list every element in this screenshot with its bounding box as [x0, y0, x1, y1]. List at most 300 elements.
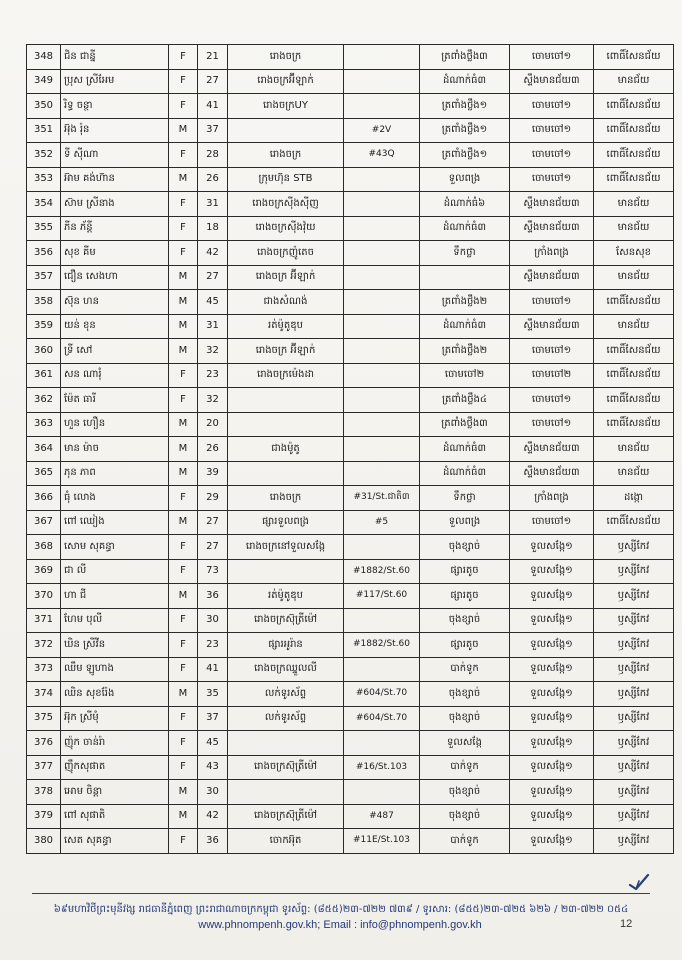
- house-address-cell: [344, 363, 420, 388]
- row-number-cell: 374: [27, 682, 61, 707]
- person-name-cell: ញ៉ុក ចាន់រ៉ា: [61, 731, 169, 756]
- table-row: [27, 829, 674, 854]
- age-cell: 29: [198, 486, 228, 511]
- table-row: [27, 69, 674, 94]
- person-name-cell: ហា ជី: [61, 584, 169, 609]
- commune-cell: ចោមចៅ១: [510, 45, 594, 70]
- workplace-cell: [228, 731, 344, 756]
- workplace-cell: ផ្សារទួលពង្រ: [228, 510, 344, 535]
- sex-cell: M: [169, 682, 198, 707]
- district-cell: មានជ័យ: [594, 216, 674, 241]
- village-cell: [420, 265, 510, 290]
- records-body: [27, 45, 674, 854]
- age-cell: 23: [198, 633, 228, 658]
- village-cell: ត្រពាំងថ្លឹង២: [420, 339, 510, 364]
- person-name-cell: ពៅ សុផាតិ: [61, 804, 169, 829]
- table-row: [27, 363, 674, 388]
- commune-cell: ទួលសង្កែ១: [510, 780, 594, 805]
- sex-cell: M: [169, 265, 198, 290]
- age-cell: 36: [198, 584, 228, 609]
- district-cell: មានជ័យ: [594, 437, 674, 462]
- table-row: [27, 94, 674, 119]
- village-cell: ត្រពាំងថ្លឹង២: [420, 290, 510, 315]
- sex-cell: F: [169, 535, 198, 560]
- village-cell: ចុងខ្សាច់: [420, 706, 510, 731]
- commune-cell: ទួលសង្កែ១: [510, 559, 594, 584]
- row-number-cell: 366: [27, 486, 61, 511]
- sex-cell: M: [169, 290, 198, 315]
- house-address-cell: [344, 535, 420, 560]
- district-cell: ឫស្សីកែវ: [594, 657, 674, 682]
- person-name-cell: ទ្រី សៅ: [61, 339, 169, 364]
- row-number-cell: 361: [27, 363, 61, 388]
- commune-cell: ចោមចៅ១: [510, 118, 594, 143]
- age-cell: 26: [198, 437, 228, 462]
- table-row: [27, 804, 674, 829]
- table-row: [27, 633, 674, 658]
- village-cell: ត្រពាំងថ្លឹង៣: [420, 412, 510, 437]
- commune-cell: ចោមចៅ១: [510, 412, 594, 437]
- commune-cell: ស្ទឹងមានជ័យ៣: [510, 314, 594, 339]
- age-cell: 28: [198, 143, 228, 168]
- sex-cell: M: [169, 412, 198, 437]
- workplace-cell: [228, 461, 344, 486]
- person-name-cell: ម៉ែត ធារី: [61, 388, 169, 413]
- sex-cell: F: [169, 633, 198, 658]
- workplace-cell: ក្រុមហ៊ុន STB: [228, 167, 344, 192]
- sex-cell: F: [169, 94, 198, 119]
- commune-cell: ក្រាំងពង្រ: [510, 241, 594, 266]
- table-row: [27, 45, 674, 70]
- house-address-cell: [344, 388, 420, 413]
- house-address-cell: [344, 339, 420, 364]
- district-cell: ពោធិ៍សែនជ័យ: [594, 167, 674, 192]
- row-number-cell: 351: [27, 118, 61, 143]
- sex-cell: M: [169, 437, 198, 462]
- sex-cell: F: [169, 731, 198, 756]
- table-row: [27, 584, 674, 609]
- age-cell: 30: [198, 608, 228, 633]
- commune-cell: ចោមចៅ២: [510, 363, 594, 388]
- table-row: [27, 388, 674, 413]
- workplace-cell: រត់ម៉ូតូឌុប: [228, 314, 344, 339]
- table-row: [27, 314, 674, 339]
- person-name-cell: ហែម បុលី: [61, 608, 169, 633]
- row-number-cell: 373: [27, 657, 61, 682]
- house-address-cell: #117/St.60: [344, 584, 420, 609]
- workplace-cell: [228, 388, 344, 413]
- house-address-cell: [344, 45, 420, 70]
- age-cell: 37: [198, 706, 228, 731]
- workplace-cell: រត់ម៉ូតូឌុប: [228, 584, 344, 609]
- village-cell: ទួលសង្កែ: [420, 731, 510, 756]
- district-cell: ឫស្សីកែវ: [594, 682, 674, 707]
- district-cell: ឫស្សីកែវ: [594, 731, 674, 756]
- person-name-cell: សុខ គីម: [61, 241, 169, 266]
- age-cell: 20: [198, 412, 228, 437]
- row-number-cell: 363: [27, 412, 61, 437]
- commune-cell: ទួលសង្កែ១: [510, 535, 594, 560]
- row-number-cell: 352: [27, 143, 61, 168]
- workplace-cell: លក់ទូរស័ព្ទ: [228, 706, 344, 731]
- person-name-cell: សន ណារុំ: [61, 363, 169, 388]
- workplace-cell: ជាងម៉ូតូ: [228, 437, 344, 462]
- village-cell: ផ្សារតូច: [420, 559, 510, 584]
- person-name-cell: ជា លី: [61, 559, 169, 584]
- district-cell: ឫស្សីកែវ: [594, 535, 674, 560]
- village-cell: ត្រពាំងថ្លឹង៣: [420, 45, 510, 70]
- sex-cell: F: [169, 143, 198, 168]
- house-address-cell: [344, 461, 420, 486]
- sex-cell: F: [169, 69, 198, 94]
- sex-cell: F: [169, 755, 198, 780]
- district-cell: ឫស្សីកែវ: [594, 584, 674, 609]
- table-row: [27, 290, 674, 315]
- person-name-cell: ឃិន ស្រីវីន: [61, 633, 169, 658]
- age-cell: 23: [198, 363, 228, 388]
- house-address-cell: [344, 780, 420, 805]
- commune-cell: ក្រាំងពង្រ: [510, 486, 594, 511]
- village-cell: ចុងខ្សាច់: [420, 608, 510, 633]
- person-name-cell: អោម ចិន្តា: [61, 780, 169, 805]
- row-number-cell: 376: [27, 731, 61, 756]
- row-number-cell: 380: [27, 829, 61, 854]
- workplace-cell: រោងចក្រស៊ុត្រីម៉ៅ: [228, 755, 344, 780]
- district-cell: ពោធិ៍សែនជ័យ: [594, 510, 674, 535]
- commune-cell: ទួលសង្កែ១: [510, 682, 594, 707]
- village-cell: ដំណាក់ធំ៣: [420, 461, 510, 486]
- table-row: [27, 608, 674, 633]
- house-address-cell: [344, 69, 420, 94]
- house-address-cell: #11E/St.103: [344, 829, 420, 854]
- workplace-cell: ផ្សារអូរ៉ាន: [228, 633, 344, 658]
- sex-cell: F: [169, 608, 198, 633]
- age-cell: 31: [198, 314, 228, 339]
- house-address-cell: [344, 192, 420, 217]
- district-cell: ពោធិ៍សែនជ័យ: [594, 339, 674, 364]
- age-cell: 27: [198, 510, 228, 535]
- village-cell: ដំណាក់ធំ៣: [420, 314, 510, 339]
- village-cell: ត្រពាំងថ្លឹង១: [420, 143, 510, 168]
- house-address-cell: [344, 608, 420, 633]
- district-cell: ពោធិ៍សែនជ័យ: [594, 388, 674, 413]
- table-row: [27, 657, 674, 682]
- district-cell: ពោធិ៍សែនជ័យ: [594, 363, 674, 388]
- person-name-cell: រិទ្ធ ចន្ថា: [61, 94, 169, 119]
- village-cell: ត្រពាំងថ្លឹង៤: [420, 388, 510, 413]
- row-number-cell: 365: [27, 461, 61, 486]
- sex-cell: F: [169, 706, 198, 731]
- table-row: [27, 559, 674, 584]
- person-name-cell: ឈឹម ឡូហាង: [61, 657, 169, 682]
- village-cell: ចុងខ្សាច់: [420, 535, 510, 560]
- workplace-cell: រោងចក្រស៊ុត្រីម៉ៅ: [228, 608, 344, 633]
- commune-cell: ស្ទឹងមានជ័យ៣: [510, 216, 594, 241]
- sex-cell: F: [169, 388, 198, 413]
- district-cell: សែនសុខ: [594, 241, 674, 266]
- commune-cell: ទួលសង្កែ១: [510, 706, 594, 731]
- age-cell: 30: [198, 780, 228, 805]
- district-cell: ឫស្សីកែវ: [594, 829, 674, 854]
- commune-cell: ចោមចៅ១: [510, 388, 594, 413]
- row-number-cell: 359: [27, 314, 61, 339]
- commune-cell: ទួលសង្កែ១: [510, 608, 594, 633]
- row-number-cell: 375: [27, 706, 61, 731]
- village-cell: ផ្សារតូច: [420, 633, 510, 658]
- person-name-cell: ភុន ភាព: [61, 461, 169, 486]
- workplace-cell: រោងចក្រញ៉ូតេច: [228, 241, 344, 266]
- village-cell: បាក់ទូក: [420, 657, 510, 682]
- commune-cell: ទួលសង្កែ១: [510, 584, 594, 609]
- village-cell: ទួលពង្រ: [420, 510, 510, 535]
- village-cell: ដំណាក់ធំ៣: [420, 216, 510, 241]
- house-address-cell: #43Q: [344, 143, 420, 168]
- table-row: [27, 682, 674, 707]
- sex-cell: F: [169, 486, 198, 511]
- age-cell: 26: [198, 167, 228, 192]
- district-cell: ឫស្សីកែវ: [594, 706, 674, 731]
- age-cell: 21: [198, 45, 228, 70]
- footer-divider: [32, 893, 650, 894]
- house-address-cell: #1882/St.60: [344, 559, 420, 584]
- district-cell: ពោធិ៍សែនជ័យ: [594, 412, 674, 437]
- table-row: [27, 412, 674, 437]
- sex-cell: M: [169, 339, 198, 364]
- row-number-cell: 357: [27, 265, 61, 290]
- row-number-cell: 358: [27, 290, 61, 315]
- village-cell: ផ្សារតូច: [420, 584, 510, 609]
- commune-cell: ទួលសង្កែ១: [510, 633, 594, 658]
- district-cell: ពោធិ៍សែនជ័យ: [594, 94, 674, 119]
- age-cell: 32: [198, 339, 228, 364]
- table-row: [27, 216, 674, 241]
- age-cell: 36: [198, 829, 228, 854]
- sex-cell: M: [169, 167, 198, 192]
- commune-cell: ទួលសង្កែ១: [510, 804, 594, 829]
- age-cell: 18: [198, 216, 228, 241]
- commune-cell: ចោមចៅ១: [510, 167, 594, 192]
- house-address-cell: [344, 265, 420, 290]
- table-row: [27, 192, 674, 217]
- records-table: [26, 44, 674, 854]
- district-cell: ពោធិ៍សែនជ័យ: [594, 290, 674, 315]
- person-name-cell: អ៊ាម គង់ហ៊ាន: [61, 167, 169, 192]
- district-cell: មានជ័យ: [594, 69, 674, 94]
- commune-cell: ទួលសង្កែ១: [510, 731, 594, 756]
- footer-address: ៦៩មហាវិថីព្រះមុនីវង្ស រាជធានីភ្នំពេញ ព្រះរាជាណាចក្រកម្ពុជា ទូរស័ព្ទ: (៨៥៥)២៣-៧២២ ៧៣៩ / ទូរសារ: (៨៥៥)២៣-៧២៥ ៦២៦ / ២៣-៧២២ ០៥៤: [53, 904, 629, 915]
- table-row: [27, 731, 674, 756]
- workplace-cell: [228, 412, 344, 437]
- age-cell: 27: [198, 69, 228, 94]
- house-address-cell: #487: [344, 804, 420, 829]
- workplace-cell: រោងចក្រស៊ីងស៊ីញ: [228, 192, 344, 217]
- table-row: [27, 706, 674, 731]
- house-address-cell: #1882/St.60: [344, 633, 420, 658]
- sex-cell: F: [169, 829, 198, 854]
- person-name-cell: ញ៉ឹកសុផាត: [61, 755, 169, 780]
- village-cell: ទឹកថ្លា: [420, 241, 510, 266]
- district-cell: ពោធិ៍សែនជ័យ: [594, 143, 674, 168]
- sex-cell: M: [169, 584, 198, 609]
- person-name-cell: អ៊ុក ស្រីមុំ: [61, 706, 169, 731]
- age-cell: 43: [198, 755, 228, 780]
- commune-cell: ស្ទឹងមានជ័យ៣: [510, 461, 594, 486]
- row-number-cell: 360: [27, 339, 61, 364]
- workplace-cell: រោងចក្រស៊ុត្រីម៉ៅ: [228, 804, 344, 829]
- row-number-cell: 350: [27, 94, 61, 119]
- row-number-cell: 378: [27, 780, 61, 805]
- workplace-cell: រោងចក្រ: [228, 486, 344, 511]
- age-cell: 35: [198, 682, 228, 707]
- house-address-cell: #16/St.103: [344, 755, 420, 780]
- row-number-cell: 367: [27, 510, 61, 535]
- age-cell: 73: [198, 559, 228, 584]
- person-name-cell: ពៅ ឈៀង: [61, 510, 169, 535]
- district-cell: ដង្កោ: [594, 486, 674, 511]
- house-address-cell: #2V: [344, 118, 420, 143]
- district-cell: មានជ័យ: [594, 192, 674, 217]
- district-cell: ពោធិ៍សែនជ័យ: [594, 45, 674, 70]
- sex-cell: F: [169, 241, 198, 266]
- workplace-cell: រោងចក្រ អ៊ីឡាក់: [228, 339, 344, 364]
- village-cell: ចោមចៅ២: [420, 363, 510, 388]
- age-cell: 27: [198, 535, 228, 560]
- table-row: [27, 486, 674, 511]
- sex-cell: M: [169, 780, 198, 805]
- sex-cell: M: [169, 118, 198, 143]
- village-cell: ដំណាក់ធំ៣: [420, 437, 510, 462]
- person-name-cell: មាន ម៉ាច: [61, 437, 169, 462]
- sex-cell: F: [169, 657, 198, 682]
- workplace-cell: ចោកអ៊ុត: [228, 829, 344, 854]
- workplace-cell: រោងចក្រនៅទួលសង្កែ: [228, 535, 344, 560]
- house-address-cell: [344, 657, 420, 682]
- commune-cell: ទួលសង្កែ១: [510, 829, 594, 854]
- row-number-cell: 372: [27, 633, 61, 658]
- sex-cell: F: [169, 559, 198, 584]
- person-name-cell: ទី ស៊ីណា: [61, 143, 169, 168]
- person-name-cell: ភីន ភ័ន្តី: [61, 216, 169, 241]
- person-name-cell: អ៊ុង រ៉ុន: [61, 118, 169, 143]
- district-cell: ឫស្សីកែវ: [594, 804, 674, 829]
- district-cell: មានជ័យ: [594, 461, 674, 486]
- sex-cell: M: [169, 461, 198, 486]
- house-address-cell: [344, 241, 420, 266]
- table-row: [27, 167, 674, 192]
- house-address-cell: [344, 290, 420, 315]
- age-cell: 41: [198, 94, 228, 119]
- row-number-cell: 377: [27, 755, 61, 780]
- sex-cell: M: [169, 510, 198, 535]
- workplace-cell: [228, 559, 344, 584]
- village-cell: ចុងខ្សាច់: [420, 682, 510, 707]
- row-number-cell: 364: [27, 437, 61, 462]
- sex-cell: F: [169, 363, 198, 388]
- row-number-cell: 368: [27, 535, 61, 560]
- village-cell: ទឹកថ្លា: [420, 486, 510, 511]
- age-cell: 32: [198, 388, 228, 413]
- row-number-cell: 379: [27, 804, 61, 829]
- row-number-cell: 362: [27, 388, 61, 413]
- house-address-cell: #31/St.ជាតិ៣: [344, 486, 420, 511]
- house-address-cell: #604/St.70: [344, 706, 420, 731]
- age-cell: 31: [198, 192, 228, 217]
- district-cell: ពោធិ៍សែនជ័យ: [594, 118, 674, 143]
- row-number-cell: 369: [27, 559, 61, 584]
- age-cell: 42: [198, 804, 228, 829]
- row-number-cell: 355: [27, 216, 61, 241]
- table-row: [27, 755, 674, 780]
- sex-cell: F: [169, 192, 198, 217]
- person-name-cell: សេត សុគន្ធា: [61, 829, 169, 854]
- district-cell: ឫស្សីកែវ: [594, 608, 674, 633]
- house-address-cell: [344, 167, 420, 192]
- person-name-cell: យន់ ខុន: [61, 314, 169, 339]
- person-name-cell: ប្រុស ស្រីអែម: [61, 69, 169, 94]
- village-cell: ត្រពាំងថ្លឹង១: [420, 94, 510, 119]
- age-cell: 45: [198, 731, 228, 756]
- village-cell: ទួលពង្រ: [420, 167, 510, 192]
- district-cell: ឫស្សីកែវ: [594, 559, 674, 584]
- sex-cell: M: [169, 314, 198, 339]
- workplace-cell: រោងចក្រ: [228, 45, 344, 70]
- sex-cell: F: [169, 45, 198, 70]
- village-cell: បាក់ទូក: [420, 829, 510, 854]
- workplace-cell: រោងចក្រ អ៊ីឡាក់: [228, 265, 344, 290]
- village-cell: បាក់ទូក: [420, 755, 510, 780]
- house-address-cell: [344, 731, 420, 756]
- person-name-cell: ឈិន សុខរ៉ែង: [61, 682, 169, 707]
- page-number: 12: [620, 918, 633, 930]
- house-address-cell: #5: [344, 510, 420, 535]
- row-number-cell: 353: [27, 167, 61, 192]
- pen-mark-icon: [628, 873, 650, 891]
- table-row: [27, 780, 674, 805]
- table-row: [27, 118, 674, 143]
- row-number-cell: 349: [27, 69, 61, 94]
- house-address-cell: [344, 412, 420, 437]
- village-cell: ត្រពាំងថ្លឹង១: [420, 118, 510, 143]
- table-row: [27, 510, 674, 535]
- table-row: [27, 535, 674, 560]
- row-number-cell: 354: [27, 192, 61, 217]
- row-number-cell: 348: [27, 45, 61, 70]
- village-cell: ចុងខ្សាច់: [420, 804, 510, 829]
- person-name-cell: ជិន ជាន្នី: [61, 45, 169, 70]
- workplace-cell: [228, 780, 344, 805]
- age-cell: 45: [198, 290, 228, 315]
- age-cell: 42: [198, 241, 228, 266]
- commune-cell: ចោមចៅ១: [510, 94, 594, 119]
- commune-cell: ចោមចៅ១: [510, 290, 594, 315]
- row-number-cell: 371: [27, 608, 61, 633]
- age-cell: 41: [198, 657, 228, 682]
- footer-website-email: www.phnompenh.gov.kh; Email : info@phnompenh.gov.kh: [198, 919, 482, 931]
- table-row: [27, 437, 674, 462]
- person-name-cell: ជឿន សេងហា: [61, 265, 169, 290]
- village-cell: ដំណាក់ធំ៣: [420, 69, 510, 94]
- commune-cell: ចោមចៅ១: [510, 510, 594, 535]
- house-address-cell: [344, 314, 420, 339]
- table-row: [27, 461, 674, 486]
- table-row: [27, 265, 674, 290]
- commune-cell: ចោមចៅ១: [510, 339, 594, 364]
- house-address-cell: [344, 437, 420, 462]
- commune-cell: ទួលសង្កែ១: [510, 657, 594, 682]
- workplace-cell: រោងចក្រស៊ីងវ៉ុយ: [228, 216, 344, 241]
- commune-cell: ស្ទឹងមានជ័យ៣: [510, 437, 594, 462]
- district-cell: ឫស្សីកែវ: [594, 633, 674, 658]
